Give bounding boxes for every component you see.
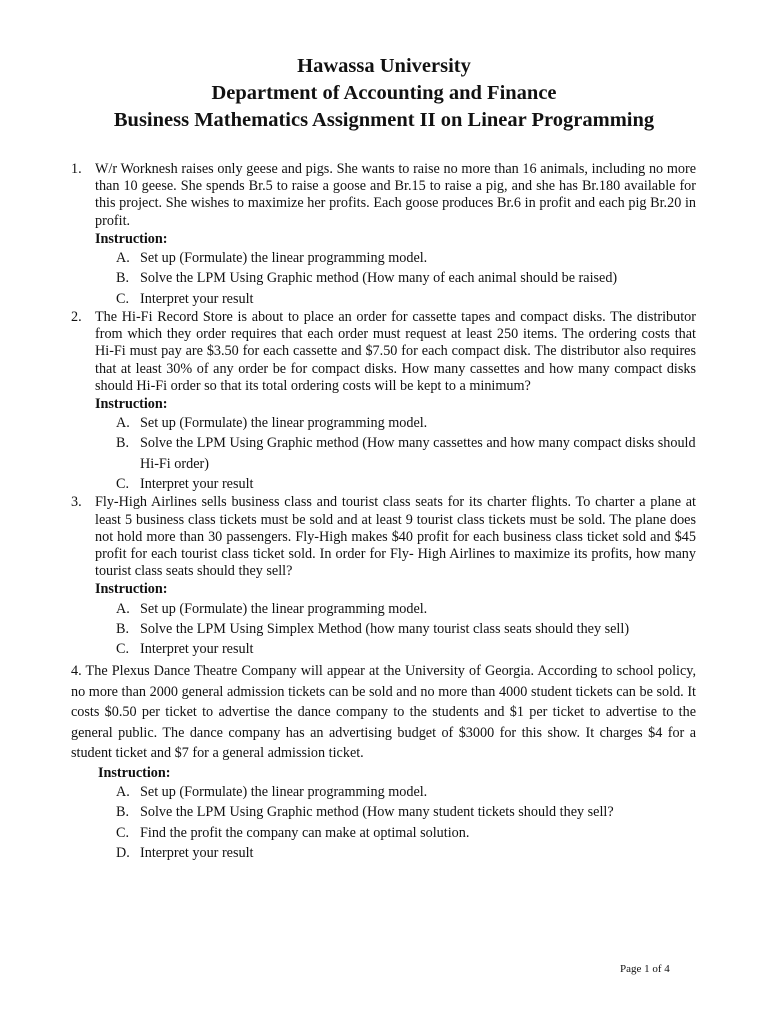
instruction-item: A. Set up (Formulate) the linear programming model. [116, 415, 428, 432]
instruction-item: B. Solve the LPM Using Graphic method (How many cassettes and how many compact disks should Hi-Fi order) [116, 435, 696, 472]
instruction-item: C. Find the profit the company can make at optimal solution. [116, 824, 470, 841]
question-number: 3. [71, 494, 82, 511]
instruction-item: A. Set up (Formulate) the linear programming model. [116, 600, 428, 617]
question-text: Fly-High Airlines sells business class and tourist class seats for its charter flights. To charter a plane at least 5 business class tickets must be sold and at least 9 tourist class tickets must be sold. The plane does not hold more than 30 passengers. Fly-High makes $40 profit for each business class ticket sold and $45 profit for each tourist class ticket sold. In order for Fly- High Airlines to maximize its profits, how many tourist class seats should they sell? [95, 494, 696, 580]
question-4 [71, 661, 696, 863]
university-title: Hawassa University [297, 55, 471, 77]
department-title: Department of Accounting and Finance [211, 82, 557, 104]
instruction-label: Instruction: [98, 764, 171, 781]
instruction-list [71, 782, 696, 863]
question-2 [71, 309, 696, 494]
assignment-body [71, 161, 696, 863]
instruction-item: C. Interpret your result [116, 641, 254, 658]
instruction-item: D. Interpret your result [116, 845, 254, 862]
question-text: 4. The Plexus Dance Theatre Company will appear at the University of Georgia. According to school policy, no more than 2000 general admission tickets can be sold and no more than 4000 student tickets can be sold. It costs $0.50 per ticket to advertise the dance company to the students and $1 per ticket to advertise to the general public. The dance company has an advertising budget of $3000 for this show. It charges $4 for a student ticket and $7 for a general admission ticket. [71, 663, 696, 762]
instruction-item: C. Interpret your result [116, 290, 254, 307]
question-3 [71, 494, 696, 659]
document-header [0, 53, 768, 134]
assignment-title: Business Mathematics Assignment II on Linear Programming [113, 109, 655, 131]
instruction-list [71, 599, 696, 660]
instruction-label: Instruction: [95, 395, 168, 412]
question-text: W/r Worknesh raises only geese and pigs. She wants to raise no more than 16 animals, including no more than 10 geese. She spends Br.5 to raise a goose and Br.15 to raise a pig, and she has Br.180 available for this project. She wishes to maximize her profits. Each goose produces Br.6 in profit and each pig Br.20 in profit. [95, 161, 696, 229]
instruction-item: B. Solve the LPM Using Graphic method (How many of each animal should be raised) [116, 270, 618, 287]
instruction-label: Instruction: [95, 230, 168, 247]
instruction-list [71, 413, 696, 494]
page-number: Page 1 of 4 [620, 963, 670, 975]
question-number: 1. [71, 161, 82, 177]
instruction-item: B. Solve the LPM Using Simplex Method (how many tourist class seats should they sell) [116, 620, 630, 637]
question-number: 2. [71, 308, 82, 325]
instruction-label: Instruction: [95, 581, 168, 598]
question-text: The Hi-Fi Record Store is about to place an order for cassette tapes and compact disks. The distributor from which they order requires that each order must request at least 250 items. The ordering costs that Hi-Fi must pay are $3.50 for each cassette and $7.50 for each compact disk. The distributor also requires that at least 30% of any order be for compact disks. How many cassettes and how many compact disks should Hi-Fi order so that its total ordering costs will be kept to a minimum? [95, 308, 696, 394]
instruction-item: C. Interpret your result [116, 476, 254, 493]
instruction-item: A. Set up (Formulate) the linear programming model. [116, 250, 428, 267]
instruction-list [71, 248, 696, 309]
instruction-item: A. Set up (Formulate) the linear programming model. [116, 784, 428, 801]
question-1 [71, 161, 696, 309]
instruction-item: B. Solve the LPM Using Graphic method (How many student tickets should they sell? [116, 804, 614, 821]
